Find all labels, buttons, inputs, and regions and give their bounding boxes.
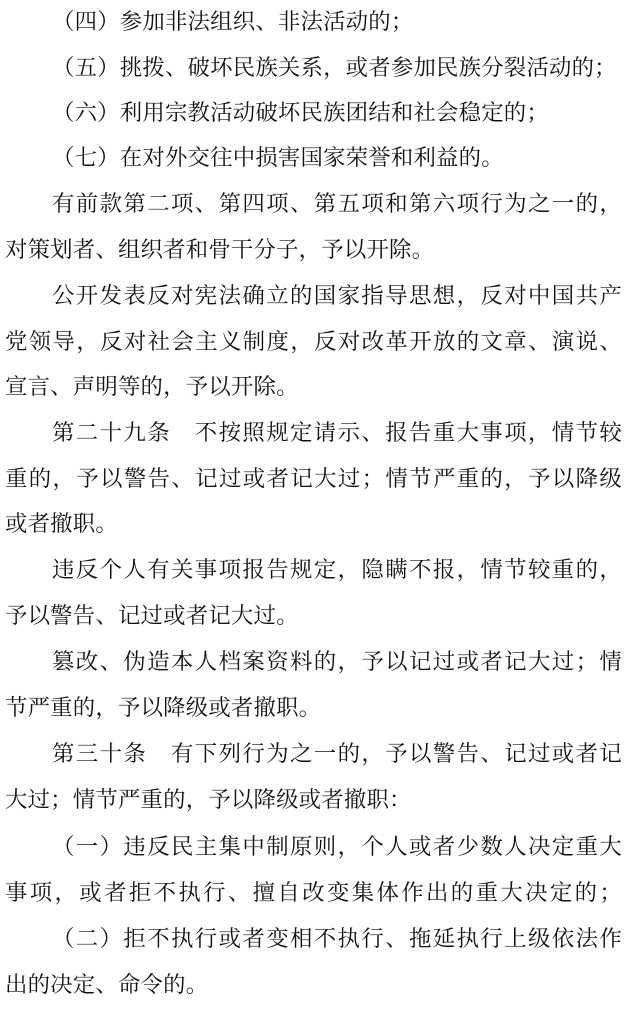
text-line-20: 事项，或者拒不执行、擅自改变集体作出的重大决定的； bbox=[5, 880, 622, 906]
text-line-22: 出的决定、命令的。 bbox=[5, 972, 209, 998]
text-line-3: （六）利用宗教活动破坏民族团结和社会稳定的； bbox=[52, 100, 549, 126]
text-line-4: （七）在对外交往中损害国家荣誉和利益的。 bbox=[52, 145, 504, 171]
text-line-7: 公开发表反对宪法确立的国家指导思想，反对中国共产 bbox=[52, 283, 622, 309]
text-line-16: 节严重的，予以降级或者撤职。 bbox=[5, 695, 322, 721]
text-line-1: （四）参加非法组织、非法活动的； bbox=[52, 9, 414, 35]
text-line-13: 违反个人有关事项报告规定，隐瞒不报，情节较重的， bbox=[52, 557, 622, 583]
text-line-12: 或者撤职。 bbox=[5, 511, 118, 537]
text-line-11: 重的，予以警告、记过或者记大过；情节严重的，予以降级 bbox=[5, 466, 622, 492]
text-line-8: 党领导，反对社会主义制度，反对改革开放的文章、演说、 bbox=[5, 329, 622, 355]
text-line-14: 予以警告、记过或者记大过。 bbox=[5, 603, 299, 629]
text-line-17: 第三十条 有下列行为之一的，予以警告、记过或者记 bbox=[52, 741, 622, 767]
text-line-9: 宣言、声明等的，予以开除。 bbox=[5, 374, 299, 400]
text-line-21: （二）拒不执行或者变相不执行、拖延执行上级依法作 bbox=[52, 926, 622, 952]
text-line-5: 有前款第二项、第四项、第五项和第六项行为之一的， bbox=[52, 191, 622, 217]
text-line-19: （一）违反民主集中制原则，个人或者少数人决定重大 bbox=[52, 834, 622, 860]
text-line-2: （五）挑拨、破坏民族关系，或者参加民族分裂活动的； bbox=[52, 55, 617, 81]
text-line-15: 篡改、伪造本人档案资料的，予以记过或者记大过；情 bbox=[52, 649, 622, 675]
text-line-6: 对策划者、组织者和骨干分子，予以开除。 bbox=[5, 237, 435, 263]
text-line-10: 第二十九条 不按照规定请示、报告重大事项，情节较 bbox=[52, 420, 622, 446]
text-line-18: 大过；情节严重的，予以降级或者撤职： bbox=[5, 787, 412, 813]
